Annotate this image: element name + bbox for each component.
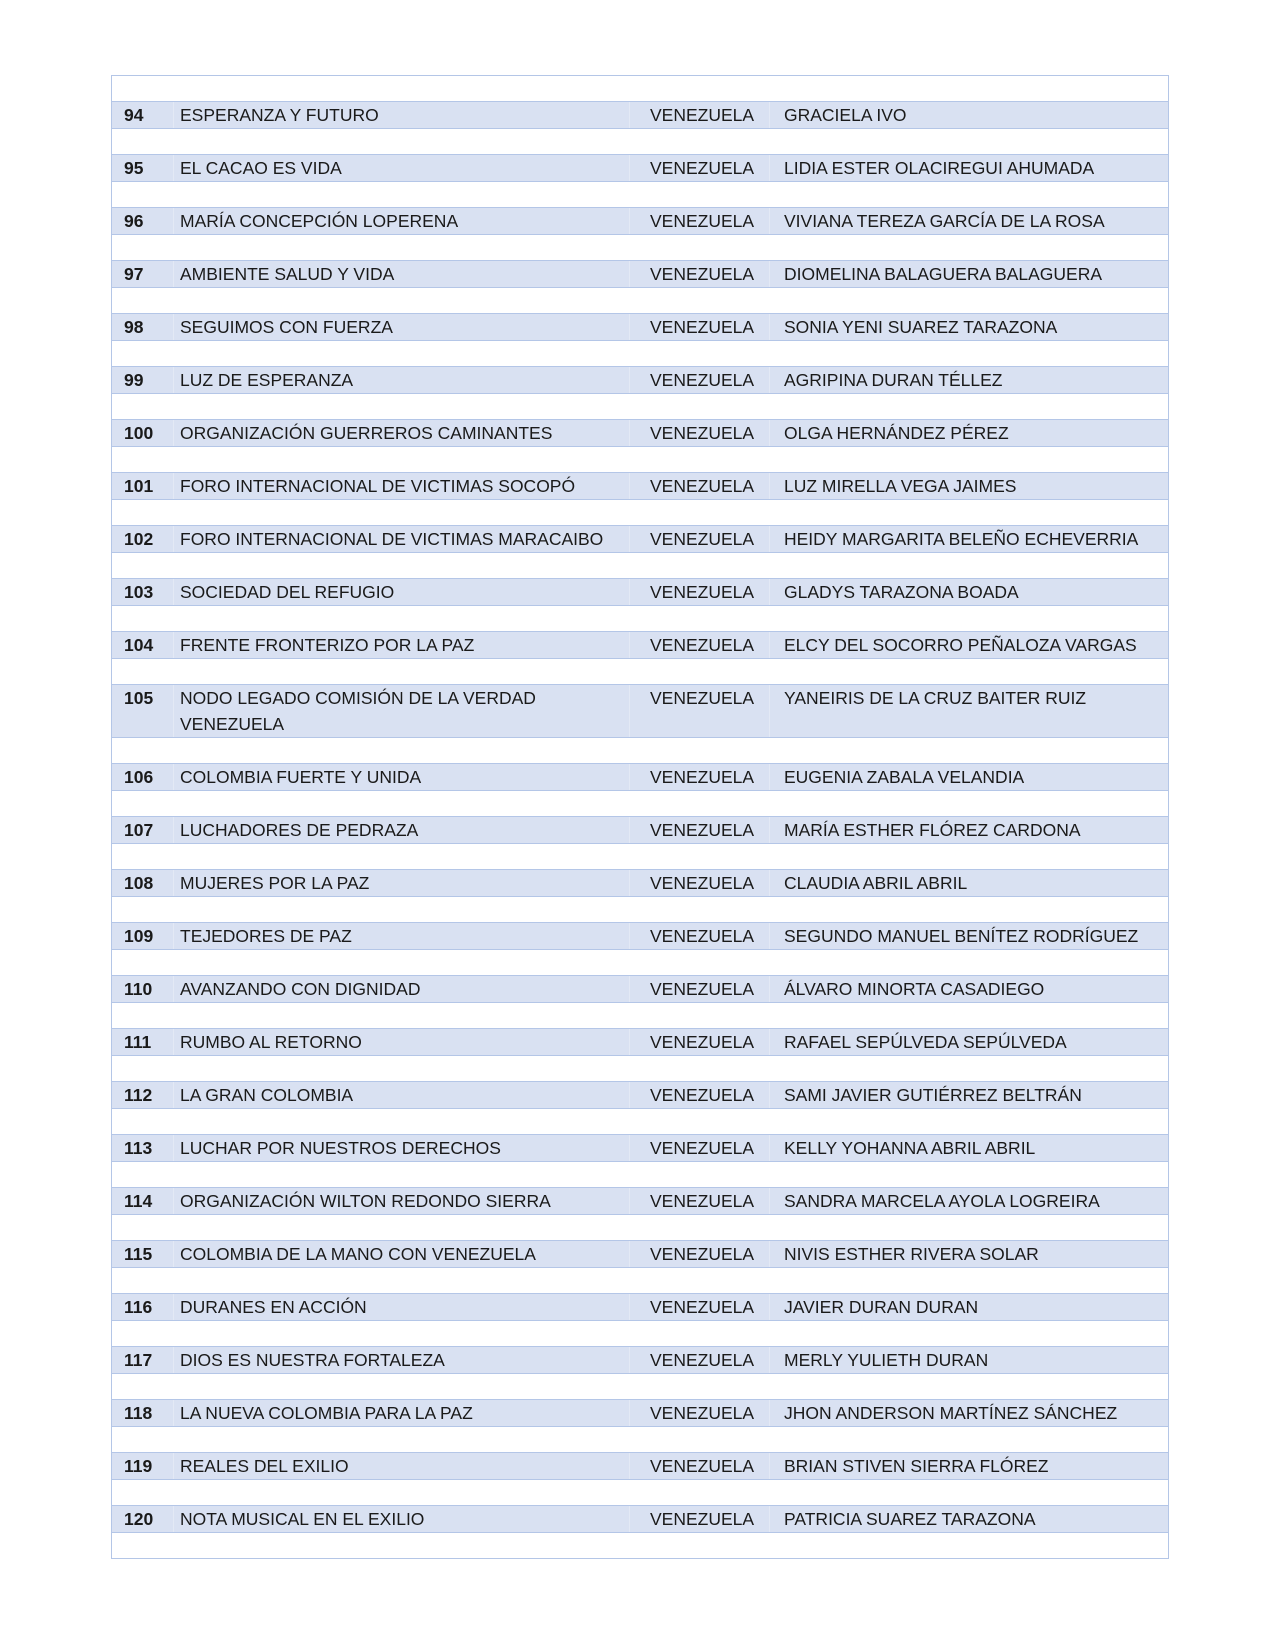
spacer-cell [112, 553, 1169, 579]
country-cell: VENEZUELA [630, 976, 770, 1003]
organization-cell: AVANZANDO CON DIGNIDAD [174, 976, 630, 1003]
row-number-cell: 111 [112, 1029, 174, 1056]
spacer-cell [112, 1215, 1169, 1241]
representative-cell: ÁLVARO MINORTA CASADIEGO [770, 976, 1169, 1003]
representative-cell: SAMI JAVIER GUTIÉRREZ BELTRÁN [770, 1082, 1169, 1109]
row-number-cell: 107 [112, 817, 174, 844]
table-row [112, 367, 1169, 394]
table-row [112, 1506, 1169, 1533]
spacer-row [112, 1533, 1169, 1559]
representative-cell: CLAUDIA ABRIL ABRIL [770, 870, 1169, 897]
row-number-cell: 104 [112, 632, 174, 659]
spacer-row [112, 182, 1169, 208]
representative-cell: MARÍA ESTHER FLÓREZ CARDONA [770, 817, 1169, 844]
representative-cell: BRIAN STIVEN SIERRA FLÓREZ [770, 1453, 1169, 1480]
table-row [112, 526, 1169, 553]
spacer-cell [112, 341, 1169, 367]
spacer-cell [112, 897, 1169, 923]
spacer-row [112, 659, 1169, 685]
table-row [112, 976, 1169, 1003]
spacer-row [112, 1427, 1169, 1453]
organization-cell: FRENTE FRONTERIZO POR LA PAZ [174, 632, 630, 659]
representative-cell: YANEIRIS DE LA CRUZ BAITER RUIZ [770, 685, 1169, 738]
spacer-cell [112, 235, 1169, 261]
country-cell: VENEZUELA [630, 1029, 770, 1056]
organization-cell: NOTA MUSICAL EN EL EXILIO [174, 1506, 630, 1533]
table-row [112, 1188, 1169, 1215]
spacer-row [112, 553, 1169, 579]
table-row [112, 1400, 1169, 1427]
spacer-cell [112, 1480, 1169, 1506]
spacer-row [112, 606, 1169, 632]
row-number-cell: 99 [112, 367, 174, 394]
table-row [112, 208, 1169, 235]
spacer-cell [112, 950, 1169, 976]
organization-cell: REALES DEL EXILIO [174, 1453, 630, 1480]
country-cell: VENEZUELA [630, 1135, 770, 1162]
country-cell: VENEZUELA [630, 1400, 770, 1427]
table-row [112, 817, 1169, 844]
organization-cell: SEGUIMOS CON FUERZA [174, 314, 630, 341]
table-row [112, 764, 1169, 791]
spacer-cell [112, 1374, 1169, 1400]
organization-cell: RUMBO AL RETORNO [174, 1029, 630, 1056]
representative-cell: GLADYS TARAZONA BOADA [770, 579, 1169, 606]
table-row [112, 1082, 1169, 1109]
country-cell: VENEZUELA [630, 1082, 770, 1109]
spacer-cell [112, 1056, 1169, 1082]
representative-cell: LIDIA ESTER OLACIREGUI AHUMADA [770, 155, 1169, 182]
spacer-cell [112, 129, 1169, 155]
country-cell: VENEZUELA [630, 473, 770, 500]
organization-cell: TEJEDORES DE PAZ [174, 923, 630, 950]
country-cell: VENEZUELA [630, 261, 770, 288]
row-number-cell: 98 [112, 314, 174, 341]
country-cell: VENEZUELA [630, 208, 770, 235]
spacer-row [112, 500, 1169, 526]
representative-cell: KELLY YOHANNA ABRIL ABRIL [770, 1135, 1169, 1162]
spacer-cell [112, 394, 1169, 420]
spacer-cell [112, 447, 1169, 473]
spacer-row [112, 235, 1169, 261]
country-cell: VENEZUELA [630, 632, 770, 659]
spacer-row [112, 1321, 1169, 1347]
row-number-cell: 109 [112, 923, 174, 950]
table-row [112, 1347, 1169, 1374]
table-row [112, 473, 1169, 500]
representative-cell: SANDRA MARCELA AYOLA LOGREIRA [770, 1188, 1169, 1215]
country-cell: VENEZUELA [630, 1294, 770, 1321]
table-row [112, 1135, 1169, 1162]
organization-cell: ORGANIZACIÓN WILTON REDONDO SIERRA [174, 1188, 630, 1215]
country-cell: VENEZUELA [630, 1188, 770, 1215]
row-number-cell: 117 [112, 1347, 174, 1374]
spacer-cell [112, 1162, 1169, 1188]
row-number-cell: 115 [112, 1241, 174, 1268]
table-row [112, 314, 1169, 341]
organization-cell: LA NUEVA COLOMBIA PARA LA PAZ [174, 1400, 630, 1427]
organization-cell: FORO INTERNACIONAL DE VICTIMAS MARACAIBO [174, 526, 630, 553]
spacer-cell [112, 500, 1169, 526]
representative-cell: SONIA YENI SUAREZ TARAZONA [770, 314, 1169, 341]
organization-cell: ESPERANZA Y FUTURO [174, 102, 630, 129]
spacer-cell [112, 659, 1169, 685]
representative-cell: SEGUNDO MANUEL BENÍTEZ RODRÍGUEZ [770, 923, 1169, 950]
spacer-row [112, 1374, 1169, 1400]
country-cell: VENEZUELA [630, 923, 770, 950]
spacer-row [112, 1003, 1169, 1029]
country-cell: VENEZUELA [630, 579, 770, 606]
country-cell: VENEZUELA [630, 764, 770, 791]
country-cell: VENEZUELA [630, 1453, 770, 1480]
representative-cell: LUZ MIRELLA VEGA JAIMES [770, 473, 1169, 500]
table-row [112, 685, 1169, 738]
country-cell: VENEZUELA [630, 102, 770, 129]
organization-cell: LUZ DE ESPERANZA [174, 367, 630, 394]
row-number-cell: 95 [112, 155, 174, 182]
country-cell: VENEZUELA [630, 314, 770, 341]
row-number-cell: 94 [112, 102, 174, 129]
representative-cell: JHON ANDERSON MARTÍNEZ SÁNCHEZ [770, 1400, 1169, 1427]
table-row [112, 579, 1169, 606]
row-number-cell: 97 [112, 261, 174, 288]
row-number-cell: 112 [112, 1082, 174, 1109]
row-number-cell: 119 [112, 1453, 174, 1480]
row-number-cell: 103 [112, 579, 174, 606]
representative-cell: PATRICIA SUAREZ TARAZONA [770, 1506, 1169, 1533]
spacer-row [112, 129, 1169, 155]
representative-cell: JAVIER DURAN DURAN [770, 1294, 1169, 1321]
country-cell: VENEZUELA [630, 367, 770, 394]
organization-cell: COLOMBIA DE LA MANO CON VENEZUELA [174, 1241, 630, 1268]
organization-cell: COLOMBIA FUERTE Y UNIDA [174, 764, 630, 791]
country-cell: VENEZUELA [630, 685, 770, 738]
spacer-row [112, 1215, 1169, 1241]
spacer-row [112, 950, 1169, 976]
country-cell: VENEZUELA [630, 1506, 770, 1533]
organization-cell: EL CACAO ES VIDA [174, 155, 630, 182]
organization-cell: MUJERES POR LA PAZ [174, 870, 630, 897]
row-number-cell: 106 [112, 764, 174, 791]
row-number-cell: 113 [112, 1135, 174, 1162]
row-number-cell: 108 [112, 870, 174, 897]
representative-cell: ELCY DEL SOCORRO PEÑALOZA VARGAS [770, 632, 1169, 659]
spacer-cell [112, 1427, 1169, 1453]
spacer-row [112, 1109, 1169, 1135]
organization-cell: NODO LEGADO COMISIÓN DE LA VERDAD VENEZUELA [174, 685, 630, 738]
country-cell: VENEZUELA [630, 1347, 770, 1374]
row-number-cell: 96 [112, 208, 174, 235]
representative-cell: MERLY YULIETH DURAN [770, 1347, 1169, 1374]
spacer-row [112, 1162, 1169, 1188]
row-number-cell: 101 [112, 473, 174, 500]
table-row [112, 420, 1169, 447]
row-number-cell: 120 [112, 1506, 174, 1533]
organization-cell: MARÍA CONCEPCIÓN LOPERENA [174, 208, 630, 235]
table-row [112, 261, 1169, 288]
representative-cell: EUGENIA ZABALA VELANDIA [770, 764, 1169, 791]
spacer-cell [112, 844, 1169, 870]
table-row [112, 632, 1169, 659]
representative-cell: HEIDY MARGARITA BELEÑO ECHEVERRIA [770, 526, 1169, 553]
representative-cell: NIVIS ESTHER RIVERA SOLAR [770, 1241, 1169, 1268]
table-body [112, 76, 1169, 1559]
country-cell: VENEZUELA [630, 1241, 770, 1268]
table-row [112, 870, 1169, 897]
spacer-cell [112, 1321, 1169, 1347]
row-number-cell: 114 [112, 1188, 174, 1215]
organization-cell: DIOS ES NUESTRA FORTALEZA [174, 1347, 630, 1374]
country-cell: VENEZUELA [630, 817, 770, 844]
country-cell: VENEZUELA [630, 870, 770, 897]
spacer-cell [112, 791, 1169, 817]
organization-cell: LA GRAN COLOMBIA [174, 1082, 630, 1109]
spacer-row [112, 394, 1169, 420]
organization-cell: SOCIEDAD DEL REFUGIO [174, 579, 630, 606]
table-row [112, 102, 1169, 129]
organization-cell: FORO INTERNACIONAL DE VICTIMAS SOCOPÓ [174, 473, 630, 500]
row-number-cell: 102 [112, 526, 174, 553]
spacer-row [112, 76, 1169, 102]
country-cell: VENEZUELA [630, 526, 770, 553]
table-row [112, 1029, 1169, 1056]
spacer-cell [112, 738, 1169, 764]
organizations-table [111, 75, 1169, 1559]
representative-cell: DIOMELINA BALAGUERA BALAGUERA [770, 261, 1169, 288]
spacer-row [112, 738, 1169, 764]
spacer-row [112, 1056, 1169, 1082]
spacer-row [112, 844, 1169, 870]
row-number-cell: 116 [112, 1294, 174, 1321]
organization-cell: AMBIENTE SALUD Y VIDA [174, 261, 630, 288]
representative-cell: AGRIPINA DURAN TÉLLEZ [770, 367, 1169, 394]
spacer-row [112, 897, 1169, 923]
organization-cell: DURANES EN ACCIÓN [174, 1294, 630, 1321]
spacer-row [112, 447, 1169, 473]
spacer-row [112, 1480, 1169, 1506]
country-cell: VENEZUELA [630, 155, 770, 182]
organization-cell: LUCHADORES DE PEDRAZA [174, 817, 630, 844]
spacer-row [112, 288, 1169, 314]
spacer-cell [112, 1268, 1169, 1294]
table-row [112, 923, 1169, 950]
spacer-row [112, 791, 1169, 817]
table-row [112, 1294, 1169, 1321]
row-number-cell: 100 [112, 420, 174, 447]
organization-cell: LUCHAR POR NUESTROS DERECHOS [174, 1135, 630, 1162]
country-cell: VENEZUELA [630, 420, 770, 447]
representative-cell: VIVIANA TEREZA GARCÍA DE LA ROSA [770, 208, 1169, 235]
spacer-cell [112, 1109, 1169, 1135]
table-row [112, 1453, 1169, 1480]
spacer-cell [112, 1003, 1169, 1029]
organization-cell: ORGANIZACIÓN GUERREROS CAMINANTES [174, 420, 630, 447]
spacer-cell [112, 182, 1169, 208]
representative-cell: GRACIELA IVO [770, 102, 1169, 129]
document-page [111, 75, 1168, 1559]
spacer-cell [112, 288, 1169, 314]
spacer-row [112, 1268, 1169, 1294]
row-number-cell: 105 [112, 685, 174, 738]
representative-cell: OLGA HERNÁNDEZ PÉREZ [770, 420, 1169, 447]
spacer-cell [112, 1533, 1169, 1559]
spacer-cell [112, 606, 1169, 632]
representative-cell: RAFAEL SEPÚLVEDA SEPÚLVEDA [770, 1029, 1169, 1056]
table-row [112, 155, 1169, 182]
table-row [112, 1241, 1169, 1268]
row-number-cell: 118 [112, 1400, 174, 1427]
spacer-row [112, 341, 1169, 367]
row-number-cell: 110 [112, 976, 174, 1003]
spacer-cell [112, 76, 1169, 102]
